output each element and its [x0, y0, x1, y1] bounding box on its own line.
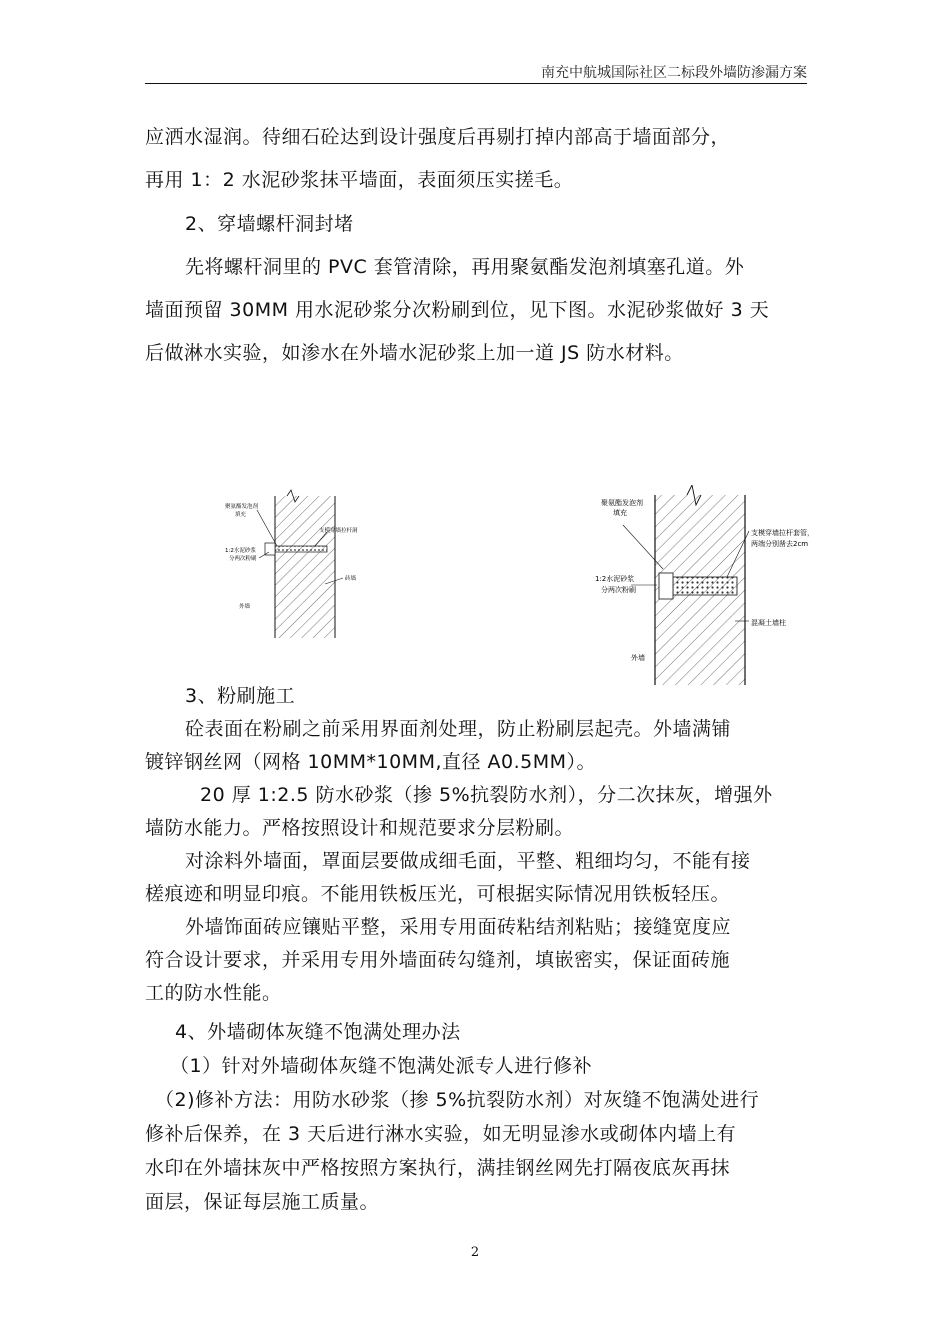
text-line: 先将螺杆洞里的 PVC 套管清除，再用聚氨酯发泡剂填塞孔道。外 [185, 256, 745, 278]
section-3-heading: 3、粉刷施工 [185, 685, 296, 707]
text-line: （1）针对外墙砌体灰缝不饱满处派专人进行修补 [170, 1055, 593, 1077]
label-bolt-sleeve-2: 两端分别凿去2cm [751, 540, 809, 548]
section-2-heading: 2、穿墙螺杆洞封堵 [185, 213, 354, 235]
text-line: 槎痕迹和明显印痕。不能用铁板压光，可根据实际情况用铁板轻压。 [145, 883, 731, 905]
label-outer: 外墙 [631, 654, 645, 662]
label-foam-2: 填充 [613, 509, 627, 517]
section-2 [145, 203, 810, 375]
figure-wall-brick [225, 488, 365, 642]
text-line: 外墙饰面砖应镶贴平整，采用专用面砖粘结剂粘贴；接缝宽度应 [185, 916, 732, 938]
intro-paragraph [145, 116, 810, 202]
page-number: 2 [470, 1245, 480, 1260]
label-outer: 外墙 [239, 604, 251, 610]
text-line: 墙面预留 30MM 用水泥砂浆分次粉刷到位，见下图。水泥砂浆做好 3 天 [145, 299, 770, 321]
text-line: （2)修补方法：用防水砂浆（掺 5%抗裂防水剂）对灰缝不饱满处进行 [155, 1089, 760, 1111]
label-foam: 聚氨酯发泡剂 [225, 504, 259, 510]
label-mortar-2: 分两次粉刷 [601, 586, 636, 594]
section-4 [145, 1015, 810, 1219]
concrete-wall-diagram [595, 485, 820, 685]
text-line: 再用 1：2 水泥砂浆抹平墙面，表面须压实搓毛。 [145, 169, 574, 191]
text-line: 面层，保证每层施工质量。 [145, 1191, 380, 1213]
text-line: 后做淋水实验，如渗水在外墙水泥砂浆上加一道 JS 防水材料。 [145, 342, 684, 364]
label-bolt-hole: 支模穿墙拉杆洞 [319, 528, 358, 534]
text-line: 镀锌钢丝网（网格 10MM*10MM,直径 A0.5MM）。 [145, 751, 597, 773]
label-mortar: 1:2水泥砂浆 [595, 575, 635, 583]
page-header: 南充中航城国际社区二标段外墙防渗漏方案 [541, 65, 807, 81]
section-3 [145, 680, 810, 1010]
label-mortar-2: 分两次粉刷 [229, 556, 257, 562]
text-line: 20 厚 1:2.5 防水砂浆（掺 5%抗裂防水剂），分二次抹灰，增强外 [200, 784, 773, 806]
text-line: 符合设计要求，并采用专用外墙面砖勾缝剂，填嵌密实，保证面砖施 [145, 949, 731, 971]
label-foam-2: 填充 [235, 512, 247, 518]
text-line: 砼表面在粉刷之前采用界面剂处理，防止粉刷层起壳。外墙满铺 [185, 718, 732, 740]
label-bolt-sleeve: 支模穿墙拉杆套管， [751, 529, 814, 537]
text-line: 墙防水能力。严格按照设计和规范要求分层粉刷。 [145, 817, 575, 839]
text-line: 工的防水性能。 [145, 982, 282, 1004]
text-line: 应洒水湿润。待细石砼达到设计强度后再剔打掉内部高于墙面部分， [145, 126, 731, 148]
section-4-heading: 4、外墙砌体灰缝不饱满处理办法 [175, 1021, 461, 1043]
label-mortar: 1:2水泥砂浆 [225, 548, 256, 554]
label-concrete-column: 混凝土墙柱 [751, 619, 786, 627]
figure-wall-concrete [595, 485, 820, 689]
label-foam: 聚氨酯发泡剂 [601, 499, 643, 507]
text-line: 对涂料外墙面，罩面层要做成细毛面，平整、粗细均匀，不能有接 [185, 850, 751, 872]
text-line: 修补后保养，在 3 天后进行淋水实验，如无明显渗水或砌体内墙上有 [145, 1123, 737, 1145]
brick-wall-diagram [225, 488, 365, 638]
header-rule [145, 83, 807, 84]
text-line: 水印在外墙抹灰中严格按照方案执行，满挂钢丝网先打隔夜底灰再抹 [145, 1157, 731, 1179]
label-brick: 砖墙 [345, 576, 357, 582]
